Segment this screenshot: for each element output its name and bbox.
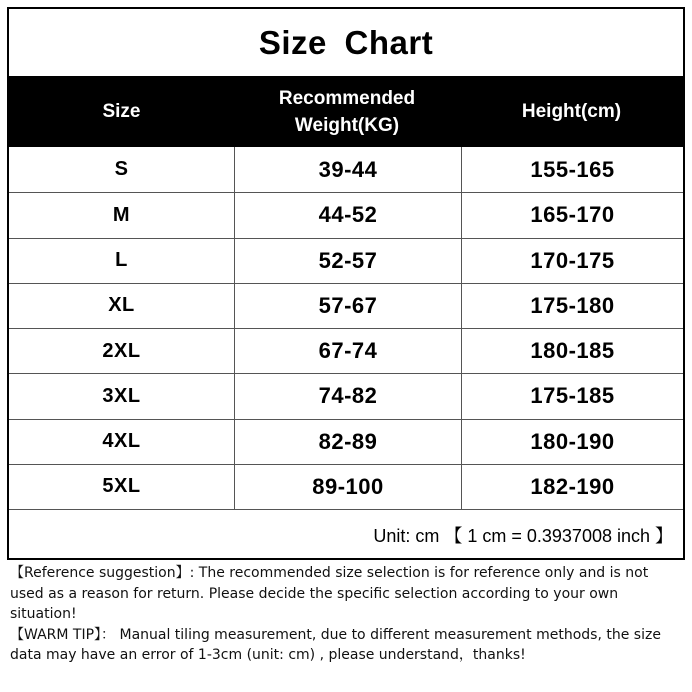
chart-title: Size Chart: [258, 23, 434, 61]
table-row: [9, 192, 683, 237]
table-body: [9, 147, 683, 509]
size-cell: L: [9, 239, 235, 283]
height-cell: 165-170: [530, 202, 615, 228]
table-row: [9, 419, 683, 464]
table-row: [9, 283, 683, 328]
table-row: [9, 147, 683, 192]
size-cell: 5XL: [9, 465, 235, 509]
table-row: [9, 328, 683, 373]
size-cell: XL: [9, 284, 235, 328]
weight-cell: 74-82: [235, 374, 462, 418]
weight-cell: 39-44: [235, 147, 462, 192]
height-cell: 180-185: [530, 338, 615, 364]
height-cell: 175-180: [530, 292, 615, 318]
notes-section: [10, 563, 680, 666]
header-height: Height(cm): [521, 101, 622, 122]
header-weight-line1: Recommended: [278, 87, 416, 109]
unit-note: Unit: cm 【 1 cm = 0.3937008 inch 】: [9, 509, 683, 559]
height-cell: 180-190: [530, 428, 615, 454]
warm-tip: 【WARM TIP】： Manual tiling measurement, due to different measurement methods, the size data may have an error of 1-3cm (unit: cm) , please understand，thanks!: [10, 626, 661, 663]
weight-cell: 67-74: [235, 329, 462, 373]
height-cell: 175-185: [530, 383, 615, 409]
weight-cell: 82-89: [235, 420, 462, 464]
height-cell: 182-190: [530, 473, 615, 499]
weight-cell: 52-57: [235, 239, 462, 283]
table-row: [9, 464, 683, 509]
table-header: [9, 76, 683, 147]
table-row: [9, 238, 683, 283]
height-cell: 170-175: [530, 247, 615, 273]
height-cell: 155-165: [530, 156, 615, 182]
header-size: Size: [102, 101, 141, 122]
size-cell: 2XL: [9, 329, 235, 373]
size-cell: M: [9, 193, 235, 237]
header-weight-line2: Weight(KG): [294, 114, 400, 136]
reference-suggestion: 【Reference suggestion】: The recommended size selection is for reference only and is not used as a reason for return. Please decide the specific selection according to your own situation!: [10, 565, 649, 622]
weight-cell: 89-100: [235, 465, 462, 509]
weight-cell: 44-52: [235, 193, 462, 237]
header-weight: [234, 76, 460, 147]
weight-cell: 57-67: [235, 284, 462, 328]
table-row: [9, 373, 683, 418]
size-chart-table: [7, 7, 685, 560]
size-cell: 4XL: [9, 420, 235, 464]
size-cell: 3XL: [9, 374, 235, 418]
size-cell: S: [9, 147, 235, 192]
